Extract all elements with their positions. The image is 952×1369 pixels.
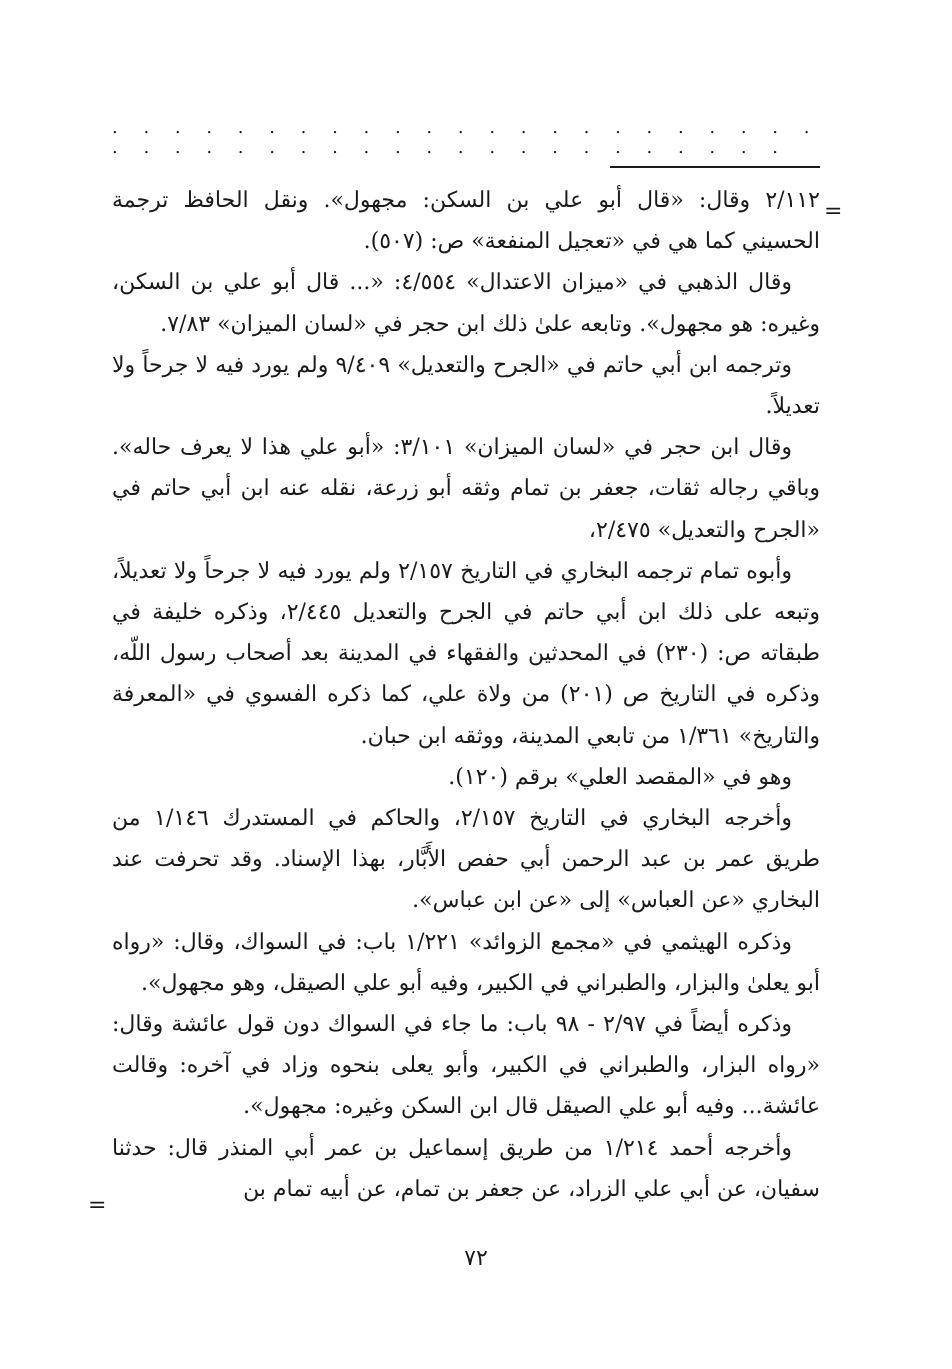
paragraph: وأبوه تمام ترجمه البخاري في التاريخ ٢/١٥٧ ولم يورد فيه لا جرحاً ولا تعديلاً، وتبعه على ذلك ابن أبي حاتم في الجرح والتعديل ٢/٤٤٥، وذكره خليفة في طبقاته ص: (٢٣٠) في المحدثين والفقهاء في المدينة بعد أصحاب رسول اللّه، وذكره في التاريخ ص (٢٠١) من ولاة علي، كما ذكره الفسوي في «المعرفة والتاريخ» ١/٣٦١ من تابعي المدينة، ووثقه ابن حبان. (112, 558, 820, 749)
paragraph: وقال ابن حجر في «لسان الميزان» ٣/١٠١: «أبو علي هذا لا يعرف حاله». وباقي رجاله ثقات، جعفر بن تمام وثقه أبو زرعة، نقله عنه ابن أبي حاتم في «الجرح والتعديل» ٢/٤٧٥، (112, 435, 820, 543)
paragraph: وذكره الهيثمي في «مجمع الزوائد» ١/٢٢١ باب: في السواك، وقال: «رواه أبو يعلىٰ والبزار، والطبراني في الكبير، وفيه أبو علي الصيقل، وهو مجهول». (112, 929, 820, 996)
paragraph: وأخرجه البخاري في التاريخ ٢/١٥٧، والحاكم في المستدرك ١/١٤٦ من طريق عمر بن عبد الرحمن أبي حفص الأَبَّار، بهذا الإسناد. وقد تحرفت عند البخاري «عن العباس» إلى «عن ابن عباس». (112, 806, 820, 914)
footnote-rule (610, 166, 820, 168)
top-dotted-line: . . . . . . . . . . . . . . . . . . . . . . . . . . . . . . . . . . . . . . . . . . . . . (112, 117, 820, 158)
paragraph: ٢/١١٢ وقال: «قال أبو علي بن السكن: مجهول». ونقل الحافظ ترجمة الحسيني كما هي في «تعجيل المنفعة» ص: (٥٠٧). (112, 188, 820, 255)
continuation-mark-top: = (824, 199, 843, 224)
paragraph: وقال الذهبي في «ميزان الاعتدال» ٤/٥٥٤: «... قال أبو علي بن السكن، وغيره: هو مجهول». وتابعه علىٰ ذلك ابن حجر في «لسان الميزان» ٧/٨٣. (112, 270, 820, 337)
paragraph: وأخرجه أحمد ١/٢١٤ من طريق إسماعيل بن عمر أبي المنذر قال: حدثنا سفيان، عن أبي علي الزراد، عن جعفر بن تمام، عن أبيه تمام بن (112, 1135, 820, 1202)
continuation-mark-bottom: = (88, 1193, 107, 1218)
paragraph: وترجمه ابن أبي حاتم في «الجرح والتعديل» ٩/٤٠٩ ولم يورد فيه لا جرحاً ولا تعديلاً. (112, 352, 820, 420)
page-number: ٧٢ (464, 1246, 488, 1271)
footnote-body (112, 180, 820, 1210)
paragraph: وهو في «المقصد العلي» برقم (١٢٠). (448, 764, 792, 790)
paragraph: وذكره أيضاً في ٢/٩٧ - ٩٨ باب: ما جاء في السواك دون قول عائشة وقال: «رواه البزار، والطبراني في الكبير، وأبو يعلى بنحوه وزاد في آخره: وقالت عائشة... وفيه أبو علي الصيقل قال ابن السكن وغيره: مجهول». (112, 1012, 820, 1120)
